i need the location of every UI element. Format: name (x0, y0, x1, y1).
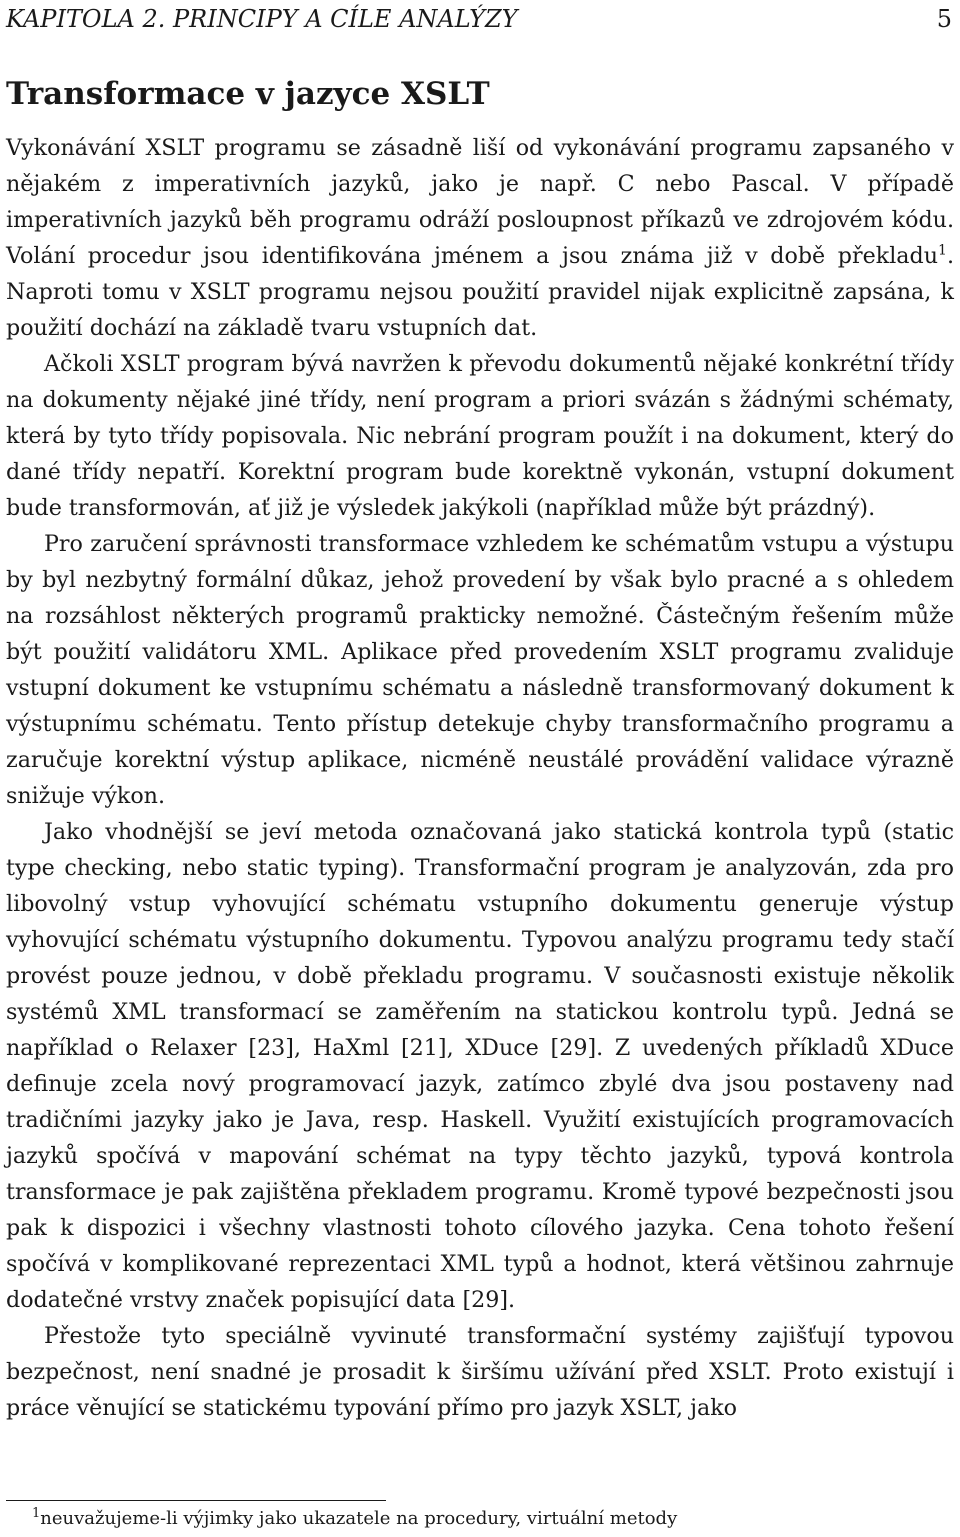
paragraph-3: Pro zaručení správnosti transformace vzhledem ke schématům vstupu a výstupu by byl nezbytný formální důkaz, jehož provedení by však bylo pracné a s ohledem na rozsáhlost některých programů prakticky nemožné. Částečným řešením může být použití validátoru XML. Aplikace před provedením XSLT programu zvaliduje vstupní dokument ke vstupnímu schématu a následně transformovaný dokument k výstupnímu schématu. Tento přístup detekuje chyby transformačního programu a zaručuje korektní výstup aplikace, nicméně neustálé provádění validace výrazně snižuje výkon. (6, 531, 954, 809)
footnote-divider (6, 1500, 386, 1501)
paragraph-1 (6, 130, 954, 346)
footnote-reference[interactable]: 1 (938, 242, 947, 259)
paragraph-1-text-continued: . Naproti tomu v XSLT programu nejsou použití pravidel nijak explicitně zapsána, k použití dochází na základě tvaru vstupních dat. (6, 243, 954, 341)
paragraph-1-text: Vykonávání XSLT programu se zásadně liší od vykonávání programu zapsaného v nějakém z imperativních jazyků, jako je např. C nebo Pascal. V případě imperativních jazyků běh programu odráží posloupnost příkazů ve zdrojovém kódu. Volání procedur jsou identifikována jménem a jsou známa již v době překladu (6, 135, 954, 269)
paragraph-2: Ačkoli XSLT program bývá navržen k převodu dokumentů nějaké konkrétní třídy na dokumenty nějaké jiné třídy, není program a priori svázán s žádnými schématy, která by tyto třídy popisovala. Nic nebrání program použít i na dokument, který do dané třídy nepatří. Korektní program bude korektně vykonán, vstupní dokument bude transformován, ať již je výsledek jakýkoli (například může být prázdný). (6, 351, 954, 521)
section-title: Transformace v jazyce XSLT (6, 76, 490, 112)
chapter-title: KAPITOLA 2. PRINCIPY A CÍLE ANALÝZY (6, 5, 518, 33)
paragraph-5: Přestože tyto speciálně vyvinuté transformační systémy zajišťují typovou bezpečnost, není snadné je prosadit k širšímu užívání před XSLT. Proto existují i práce věnující se statickému typování přímo pro jazyk XSLT, jako (6, 1323, 954, 1421)
running-header (6, 2, 954, 36)
footnote-mark: 1 (32, 1506, 41, 1521)
page-number: 5 (936, 5, 952, 33)
footnote (32, 1506, 677, 1532)
footnote-text: neuvažujeme-li výjimky jako ukazatele na procedury, virtuální metody (40, 1508, 678, 1529)
paragraph-4: Jako vhodnější se jeví metoda označovaná jako statická kontrola typů (static type checking, nebo static typing). Transformační program je analyzován, zda pro libovolný vstup vyhovující schématu vstupního dokumentu generuje výstup vyhovující schématu výstupního dokumentu. Typovou analýzu programu tedy stačí provést pouze jednou, v době překladu programu. V současnosti existuje několik systémů XML transformací se zaměřením na statickou kontrolu typů. Jedná se například o Relaxer [23], HaXml [21], XDuce [29]. Z uvedených příkladů XDuce definuje zcela nový programovací jazyk, zatímco zbylé dva jsou postaveny nad tradičními jazyky jako je Java, resp. Haskell. Využití existujících programovacích jazyků spočívá v mapování schémat na typy těchto jazyků, typová kontrola transformace je pak zajištěna překladem programu. Kromě typové bezpečnosti jsou pak k dispozici i všechny vlastnosti tohoto cílového jazyka. Cena tohoto řešení spočívá v komplikované reprezentaci XML typů a hodnot, která většinou zahrnuje dodatečné vrstvy značek popisující data [29]. (6, 819, 954, 1313)
body-text (6, 130, 954, 1426)
